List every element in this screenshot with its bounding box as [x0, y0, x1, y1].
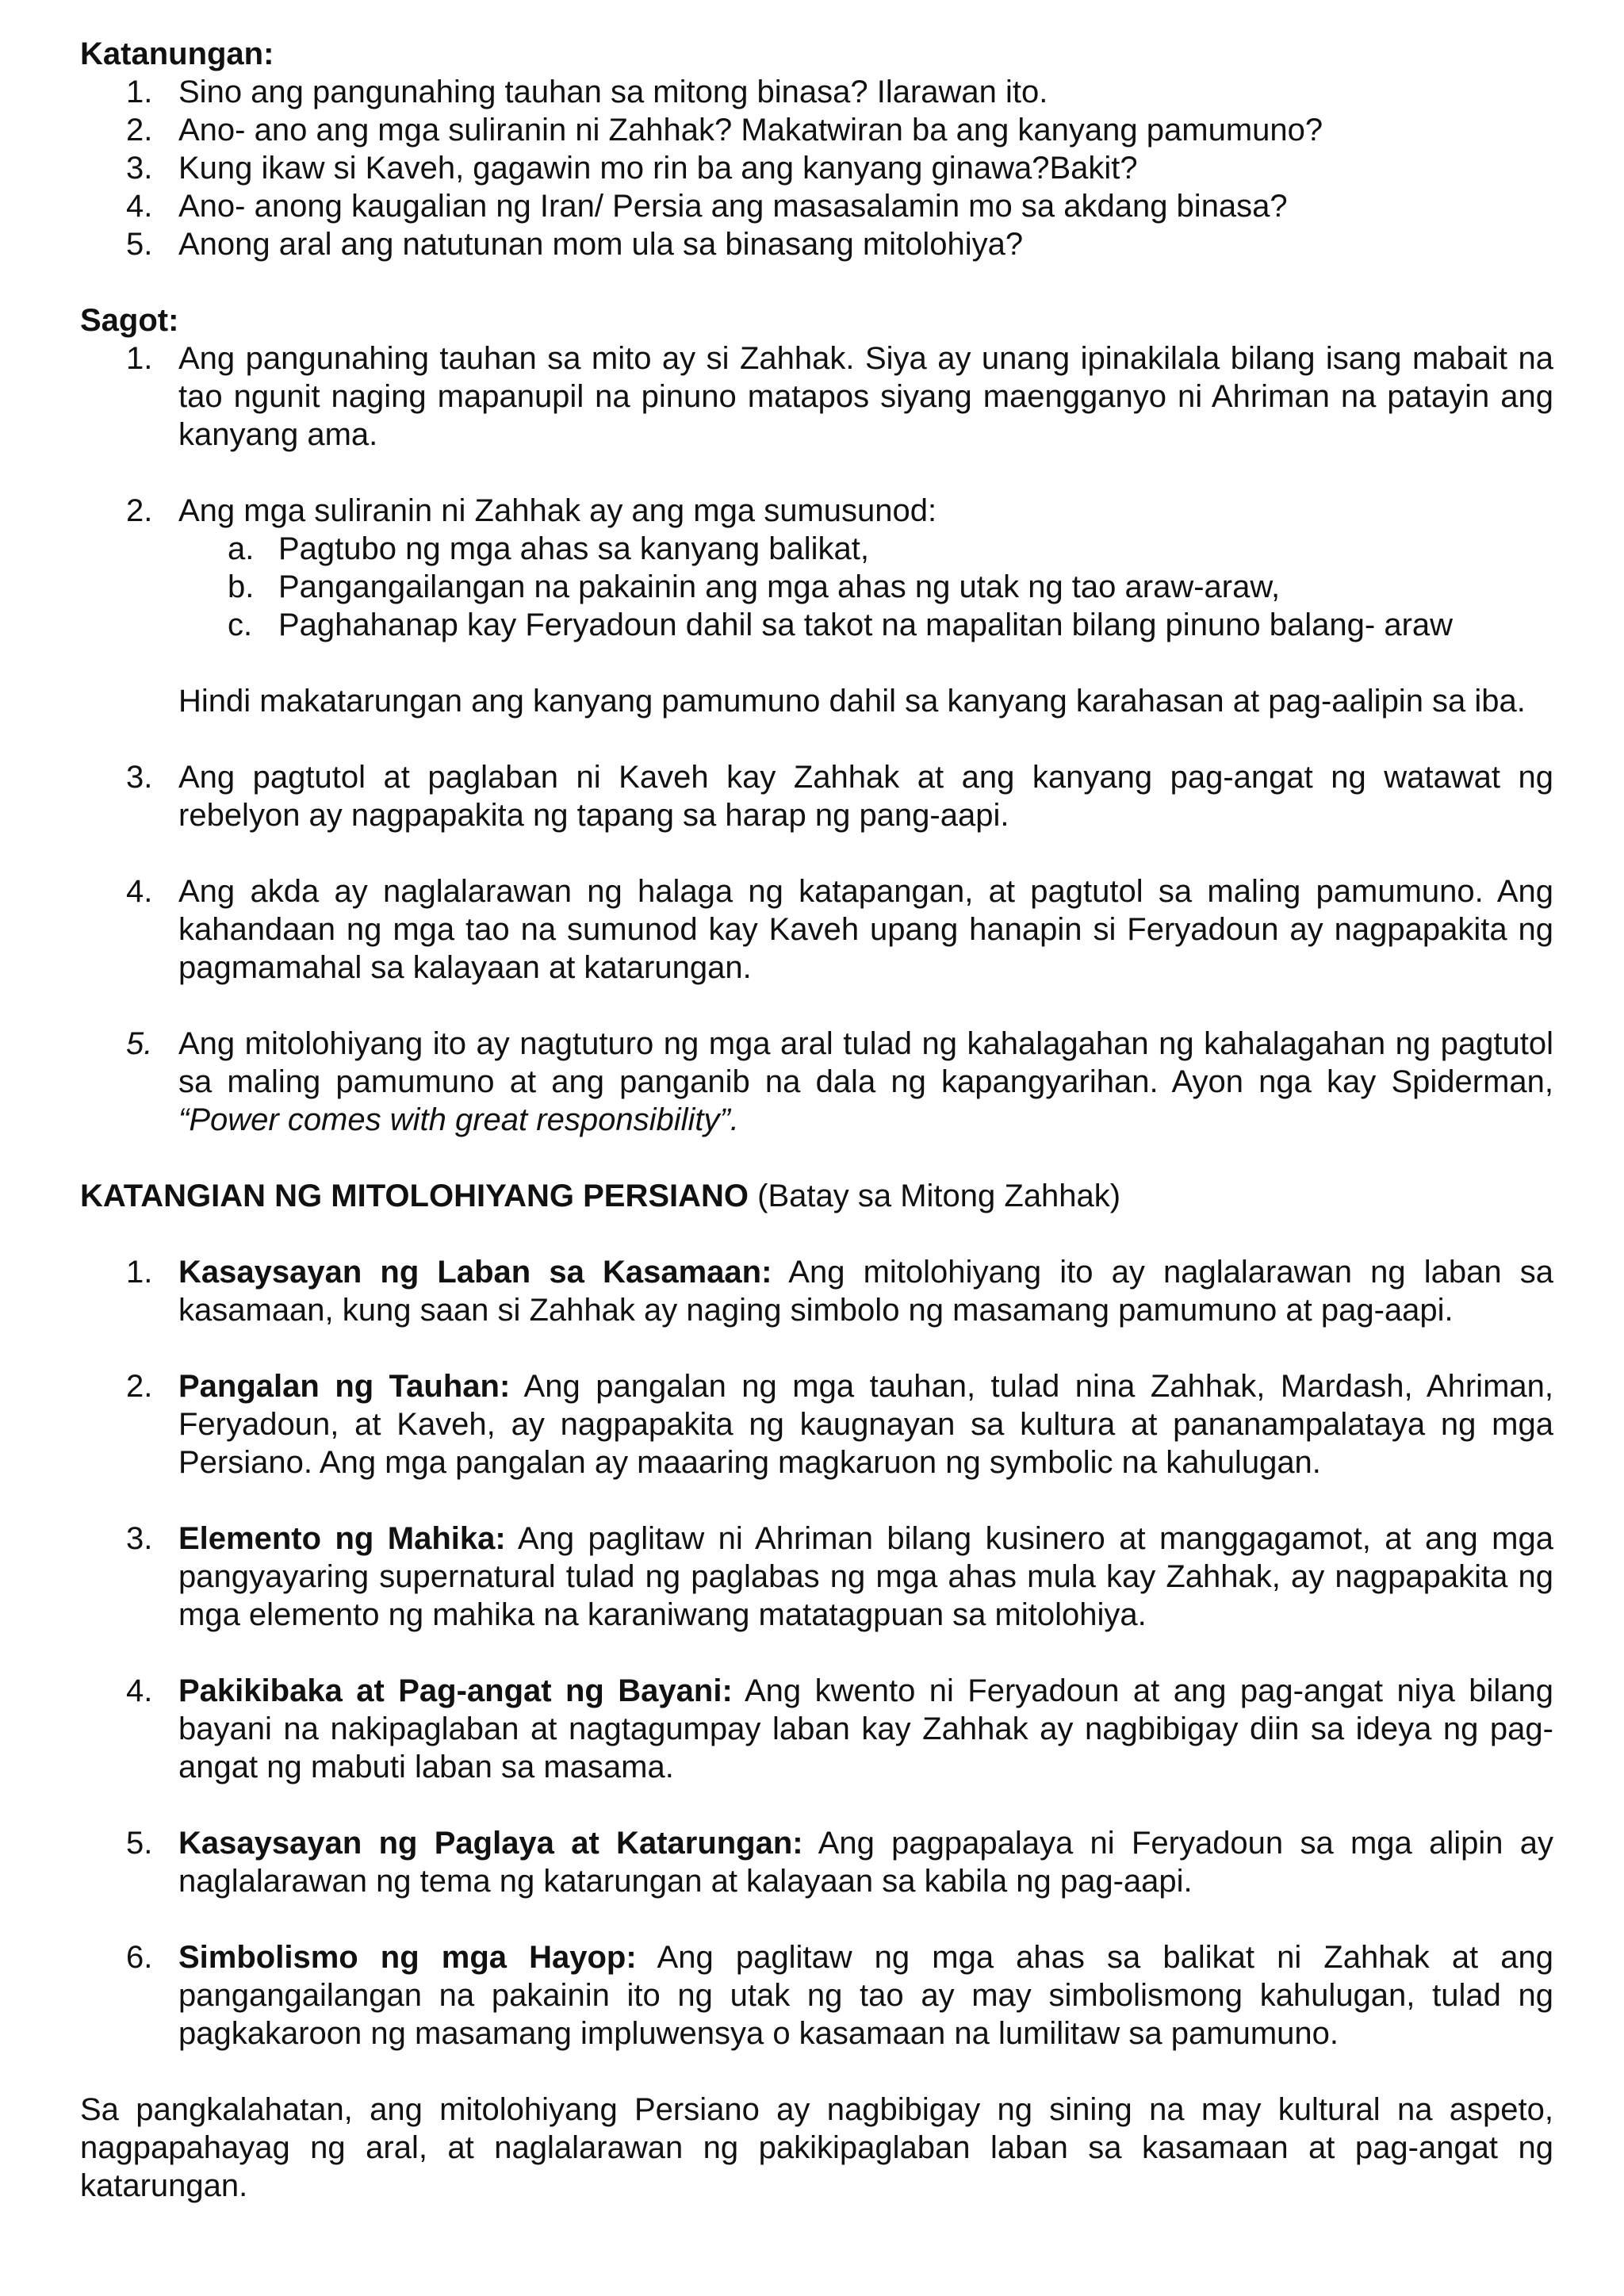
sub-item: [178, 606, 1553, 644]
questions-list: [80, 73, 1553, 263]
answers-list: [80, 339, 1553, 1139]
questions-heading: Katanungan:: [80, 36, 274, 71]
question-text: Kung ikaw si Kaveh, gagawin mo rin ba ang kanyang ginawa?Bakit?: [178, 151, 1138, 186]
trait-item: [80, 1253, 1553, 1329]
trait-title: Pangalan ng Tauhan:: [178, 1369, 511, 1404]
sub-letter: b.: [228, 569, 255, 604]
answer-text: [178, 1025, 1553, 1139]
sub-item: [178, 568, 1553, 606]
question-item: [80, 73, 1553, 111]
answer-item: [80, 339, 1553, 454]
list-number: 6.: [126, 1940, 153, 1975]
answers-heading: Sagot:: [80, 303, 179, 338]
trait-title: Kasaysayan ng Laban sa Kasamaan:: [178, 1255, 772, 1290]
trait-text: Ang pagpapalaya ni Feryadoun sa mga alipin ay naglalarawan ng tema ng katarungan at kalayaan sa kabila ng pag-aapi.: [178, 1826, 1553, 1899]
question-item: [80, 111, 1553, 149]
question-text: Anong aral ang natutunan mom ula sa binasang mitolohiya?: [178, 227, 1024, 262]
sub-letter: c.: [228, 608, 253, 642]
question-item: [80, 187, 1553, 225]
section-heading-bold: KATANGIAN NG MITOLOHIYANG PERSIANO: [80, 1179, 749, 1213]
trait-title: Kasaysayan ng Paglaya at Katarungan:: [178, 1826, 803, 1861]
list-number: 1.: [126, 1255, 153, 1290]
section-heading: [80, 1177, 1553, 1215]
list-number: 4.: [126, 189, 153, 224]
answer-text: Ang pangunahing tauhan sa mito ay si Zahhak. Siya ay unang ipinakilala bilang isang mabait na tao ngunit naging mapanupil na pinuno matapos siyang maengganyo ni Ahriman na patayin ang kanyang ama.: [178, 341, 1553, 452]
trait-title: Pakikibaka at Pag-angat ng Bayani:: [178, 1673, 733, 1708]
trait-text: Ang paglitaw ng mga ahas sa balikat ni Zahhak at ang pangangailangan na pakainin ito ng utak ng tao ay may simbolismong kahulugan, tulad ng pagkakaroon ng masamang impluwensya o kasamaan na lumilitaw sa pamumuno.: [178, 1940, 1554, 2051]
list-number: 5.: [126, 1826, 153, 1861]
list-number: 2.: [126, 113, 153, 148]
question-text: Ano- anong kaugalian ng Iran/ Persia ang masasalamin mo sa akdang binasa?: [178, 189, 1288, 224]
list-number: 3.: [126, 760, 153, 795]
answer-text: Ang mga suliranin ni Zahhak ay ang mga sumusunod:: [178, 493, 937, 528]
answer-note: Hindi makatarungan ang kanyang pamumuno dahil sa kanyang karahasan at pag-aalipin sa iba.: [178, 684, 1526, 719]
question-item: [80, 149, 1553, 187]
list-number: 4.: [126, 874, 153, 909]
list-number: 5.: [126, 1026, 153, 1061]
list-number: 2.: [126, 1369, 153, 1404]
sub-item: [178, 530, 1553, 568]
conclusion-paragraph: Sa pangkalahatan, ang mitolohiyang Persiano ay nagbibigay ng sining na may kultural na aspeto, nagpapahayag ng aral, at naglalarawan ng pakikipaglaban laban sa kasamaan at pag-angat ng katarungan.: [80, 2092, 1553, 2203]
document-page: [80, 35, 1553, 2205]
trait-item: [80, 1367, 1553, 1481]
traits-list: [80, 1253, 1553, 2053]
answer-text: Ang pagtutol at paglaban ni Kaveh kay Zahhak at ang kanyang pag-angat ng watawat ng rebelyon ay nagpapakita ng tapang sa harap ng pang-aapi.: [178, 760, 1553, 833]
trait-item: [80, 1520, 1553, 1634]
list-number: 2.: [126, 493, 153, 528]
list-number: 4.: [126, 1673, 153, 1708]
question-text: Sino ang pangunahing tauhan sa mitong binasa? Ilarawan ito.: [178, 75, 1048, 109]
list-number: 1.: [126, 341, 153, 376]
trait-text: Ang pangalan ng mga tauhan, tulad nina Zahhak, Mardash, Ahriman, Feryadoun, at Kaveh, ay nagpapakita ng kaugnayan sa kultura at pananampalataya ng mga Persiano. Ang mga pangalan ay maaaring magkaruon ng symbolic na kahulugan.: [178, 1369, 1553, 1480]
answer-body: Ang mitolohiyang ito ay nagtuturo ng mga aral tulad ng kahalagahan ng kahalagahan ng pagtutol sa maling pamumuno at ang panganib na dala ng kapangyarihan. Ayon nga kay Spiderman,: [178, 1026, 1553, 1099]
section-heading-rest: (Batay sa Mitong Zahhak): [749, 1179, 1121, 1213]
list-number: 1.: [126, 75, 153, 109]
list-number: 3.: [126, 1521, 153, 1556]
question-text: Ano- ano ang mga suliranin ni Zahhak? Makatwiran ba ang kanyang pamumuno?: [178, 113, 1323, 148]
answer-item: [80, 1025, 1553, 1139]
trait-title: Simbolismo ng mga Hayop:: [178, 1940, 637, 1975]
answer-item: [80, 758, 1553, 834]
answer-item: [80, 872, 1553, 987]
trait-text: Ang kwento ni Feryadoun at ang pag-angat niya bilang bayani na nakipaglaban at nagtagumpay laban kay Zahhak ay nagbibigay diin sa ideya ng pag-angat ng mabuti laban sa masama.: [178, 1673, 1553, 1784]
list-number: 3.: [126, 151, 153, 186]
trait-title: Elemento ng Mahika:: [178, 1521, 506, 1556]
answer-quote: “Power comes with great responsibility”.: [178, 1102, 739, 1137]
trait-item: [80, 1938, 1553, 2053]
trait-item: [80, 1672, 1553, 1786]
trait-text: Ang mitolohiyang ito ay naglalarawan ng laban sa kasamaan, kung saan si Zahhak ay naging simbolo ng masamang pamumuno at pag-aapi.: [178, 1255, 1553, 1328]
trait-text: Ang paglitaw ni Ahriman bilang kusinero at manggagamot, at ang mga pangyayaring supernatural tulad ng paglabas ng mga ahas mula kay Zahhak, ay nagpapakita ng mga elemento ng mahika na karaniwang matatagpuan sa mitolohiya.: [178, 1521, 1553, 1632]
trait-item: [80, 1824, 1553, 1900]
sub-item-text: Pagtubo ng mga ahas sa kanyang balikat,: [278, 531, 869, 566]
answer-text: Ang akda ay naglalarawan ng halaga ng katapangan, at pagtutol sa maling pamumuno. Ang kahandaan ng mga tao na sumunod kay Kaveh upang hanapin si Feryadoun ay nagpapakita ng pagmamahal sa kalayaan at katarungan.: [178, 874, 1553, 985]
sub-letter: a.: [228, 531, 255, 566]
sub-list: [178, 530, 1553, 644]
list-number: 5.: [126, 227, 153, 262]
sub-item-text: Paghahanap kay Feryadoun dahil sa takot na mapalitan bilang pinuno balang- araw: [278, 608, 1454, 642]
sub-item-text: Pangangailangan na pakainin ang mga ahas ng utak ng tao araw-araw,: [278, 569, 1281, 604]
question-item: [80, 225, 1553, 263]
answer-item: [80, 492, 1553, 720]
